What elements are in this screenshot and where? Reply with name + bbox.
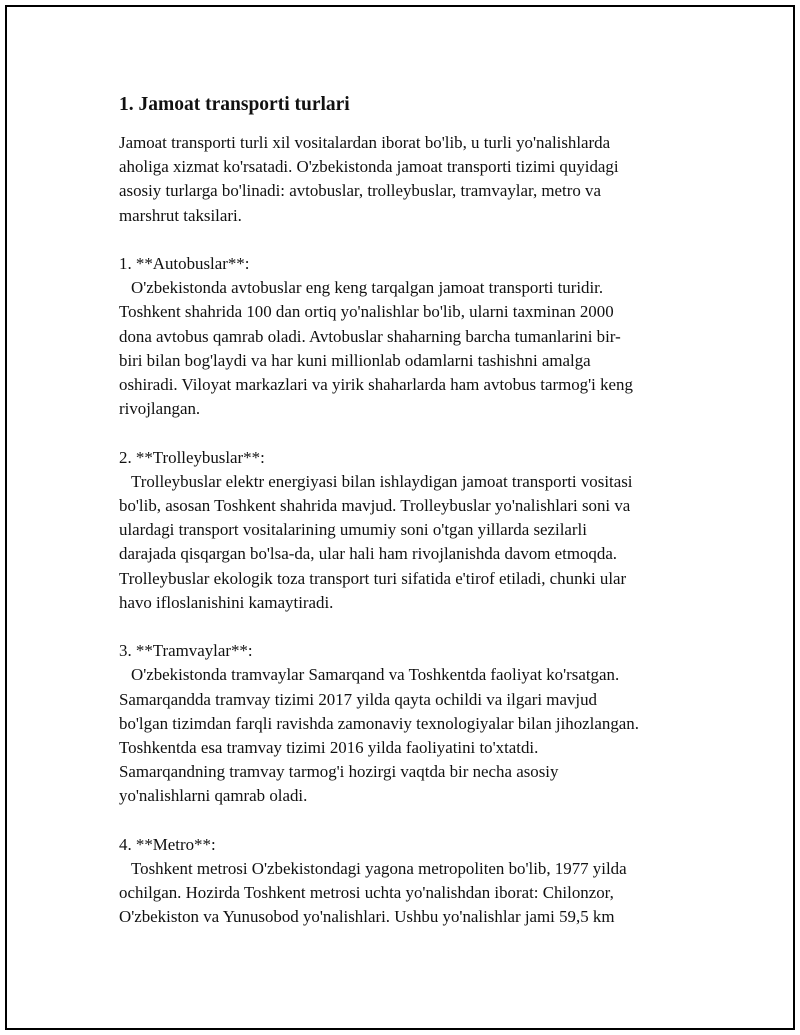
text-line: Toshkent metrosi O'zbekistondagi yagona metropoliten bo'lib, 1977 yilda [131, 859, 627, 879]
paragraph-gap [119, 615, 689, 639]
section-heading: 1. Jamoat transporti turlari [119, 94, 350, 115]
text-line: O'zbekiston va Yunusobod yo'nalishlari. Ushbu yo'nalishlar jami 59,5 km [119, 907, 615, 927]
section-metro [119, 833, 689, 930]
document-page [5, 5, 795, 1030]
section-tramvaylar [119, 639, 689, 808]
text-line: yo'nalishlarni qamrab oladi. [119, 786, 308, 806]
text-line: biri bilan bog'laydi va har kuni millionlab odamlarni tashishni amalga [119, 350, 591, 370]
text-line: asosiy turlarga bo'linadi: avtobuslar, trolleybuslar, tramvaylar, metro va [119, 181, 601, 201]
paragraph-gap [119, 421, 689, 445]
text-line: havo ifloslanishini kamaytiradi. [119, 592, 334, 612]
text-line: Trolleybuslar elektr energiyasi bilan ishlaydigan jamoat transporti vositasi [131, 471, 633, 491]
text-line: Samarqandda tramvay tizimi 2017 yilda qayta ochildi va ilgari mavjud [119, 689, 597, 709]
text-line: ulardagi transport vositalarining umumiy soni o'tgan yillarda sezilarli [119, 520, 587, 540]
text-line: bo'lib, asosan Toshkent shahrida mavjud. Trolleybuslar yo'nalishlari soni va [119, 496, 631, 516]
text-line: Toshkent shahrida 100 dan ortiq yo'nalishlar bo'lib, ularni taxminan 2000 [119, 302, 614, 322]
subsection-title: 3. **Tramvaylar**: [119, 641, 253, 661]
section-autobuslar [119, 252, 689, 421]
text-line: O'zbekistonda tramvaylar Samarqand va Toshkentda faoliyat ko'rsatgan. [131, 665, 620, 685]
subsection-title: 4. **Metro**: [119, 834, 216, 854]
document-body [119, 93, 689, 930]
paragraph-gap [119, 809, 689, 833]
text-line: Jamoat transporti turli xil vositalardan iborat bo'lib, u turli yo'nalishlarda [119, 133, 611, 152]
text-line: aholiga xizmat ko'rsatadi. O'zbekistonda jamoat transporti tizimi quyidagi [119, 157, 619, 177]
text-line: Toshkentda esa tramvay tizimi 2016 yilda faoliyatini to'xtatdi. [119, 738, 539, 758]
text-line: Trolleybuslar ekologik toza transport turi sifatida e'tirof etiladi, chunki ular [119, 568, 627, 588]
intro-paragraph [119, 131, 689, 228]
text-line: Samarqandning tramvay tarmog'i hozirgi vaqtda bir necha asosiy [119, 762, 559, 782]
text-line: bo'lgan tizimdan farqli ravishda zamonaviy texnologiyalar bilan jihozlangan. [119, 713, 639, 733]
paragraph-gap [119, 228, 689, 252]
text-line: marshrut taksilari. [119, 205, 242, 225]
section-trolleybuslar [119, 446, 689, 615]
text-line: O'zbekistonda avtobuslar eng keng tarqalgan jamoat transporti turidir. [131, 278, 604, 298]
subsection-title: 2. **Trolleybuslar**: [119, 447, 265, 467]
text-line: ochilgan. Hozirda Toshkent metrosi uchta yo'nalishdan iborat: Chilonzor, [119, 883, 614, 903]
subsection-title: 1. **Autobuslar**: [119, 254, 250, 273]
text-line: dona avtobus qamrab oladi. Avtobuslar shaharning barcha tumanlarini bir- [119, 326, 621, 346]
text-line: darajada qisqargan bo'lsa-da, ular hali ham rivojlanishda davom etmoqda. [119, 544, 618, 564]
text-line: rivojlangan. [119, 399, 201, 419]
text-line: oshiradi. Viloyat markazlari va yirik shaharlarda ham avtobus tarmog'i keng [119, 375, 633, 395]
